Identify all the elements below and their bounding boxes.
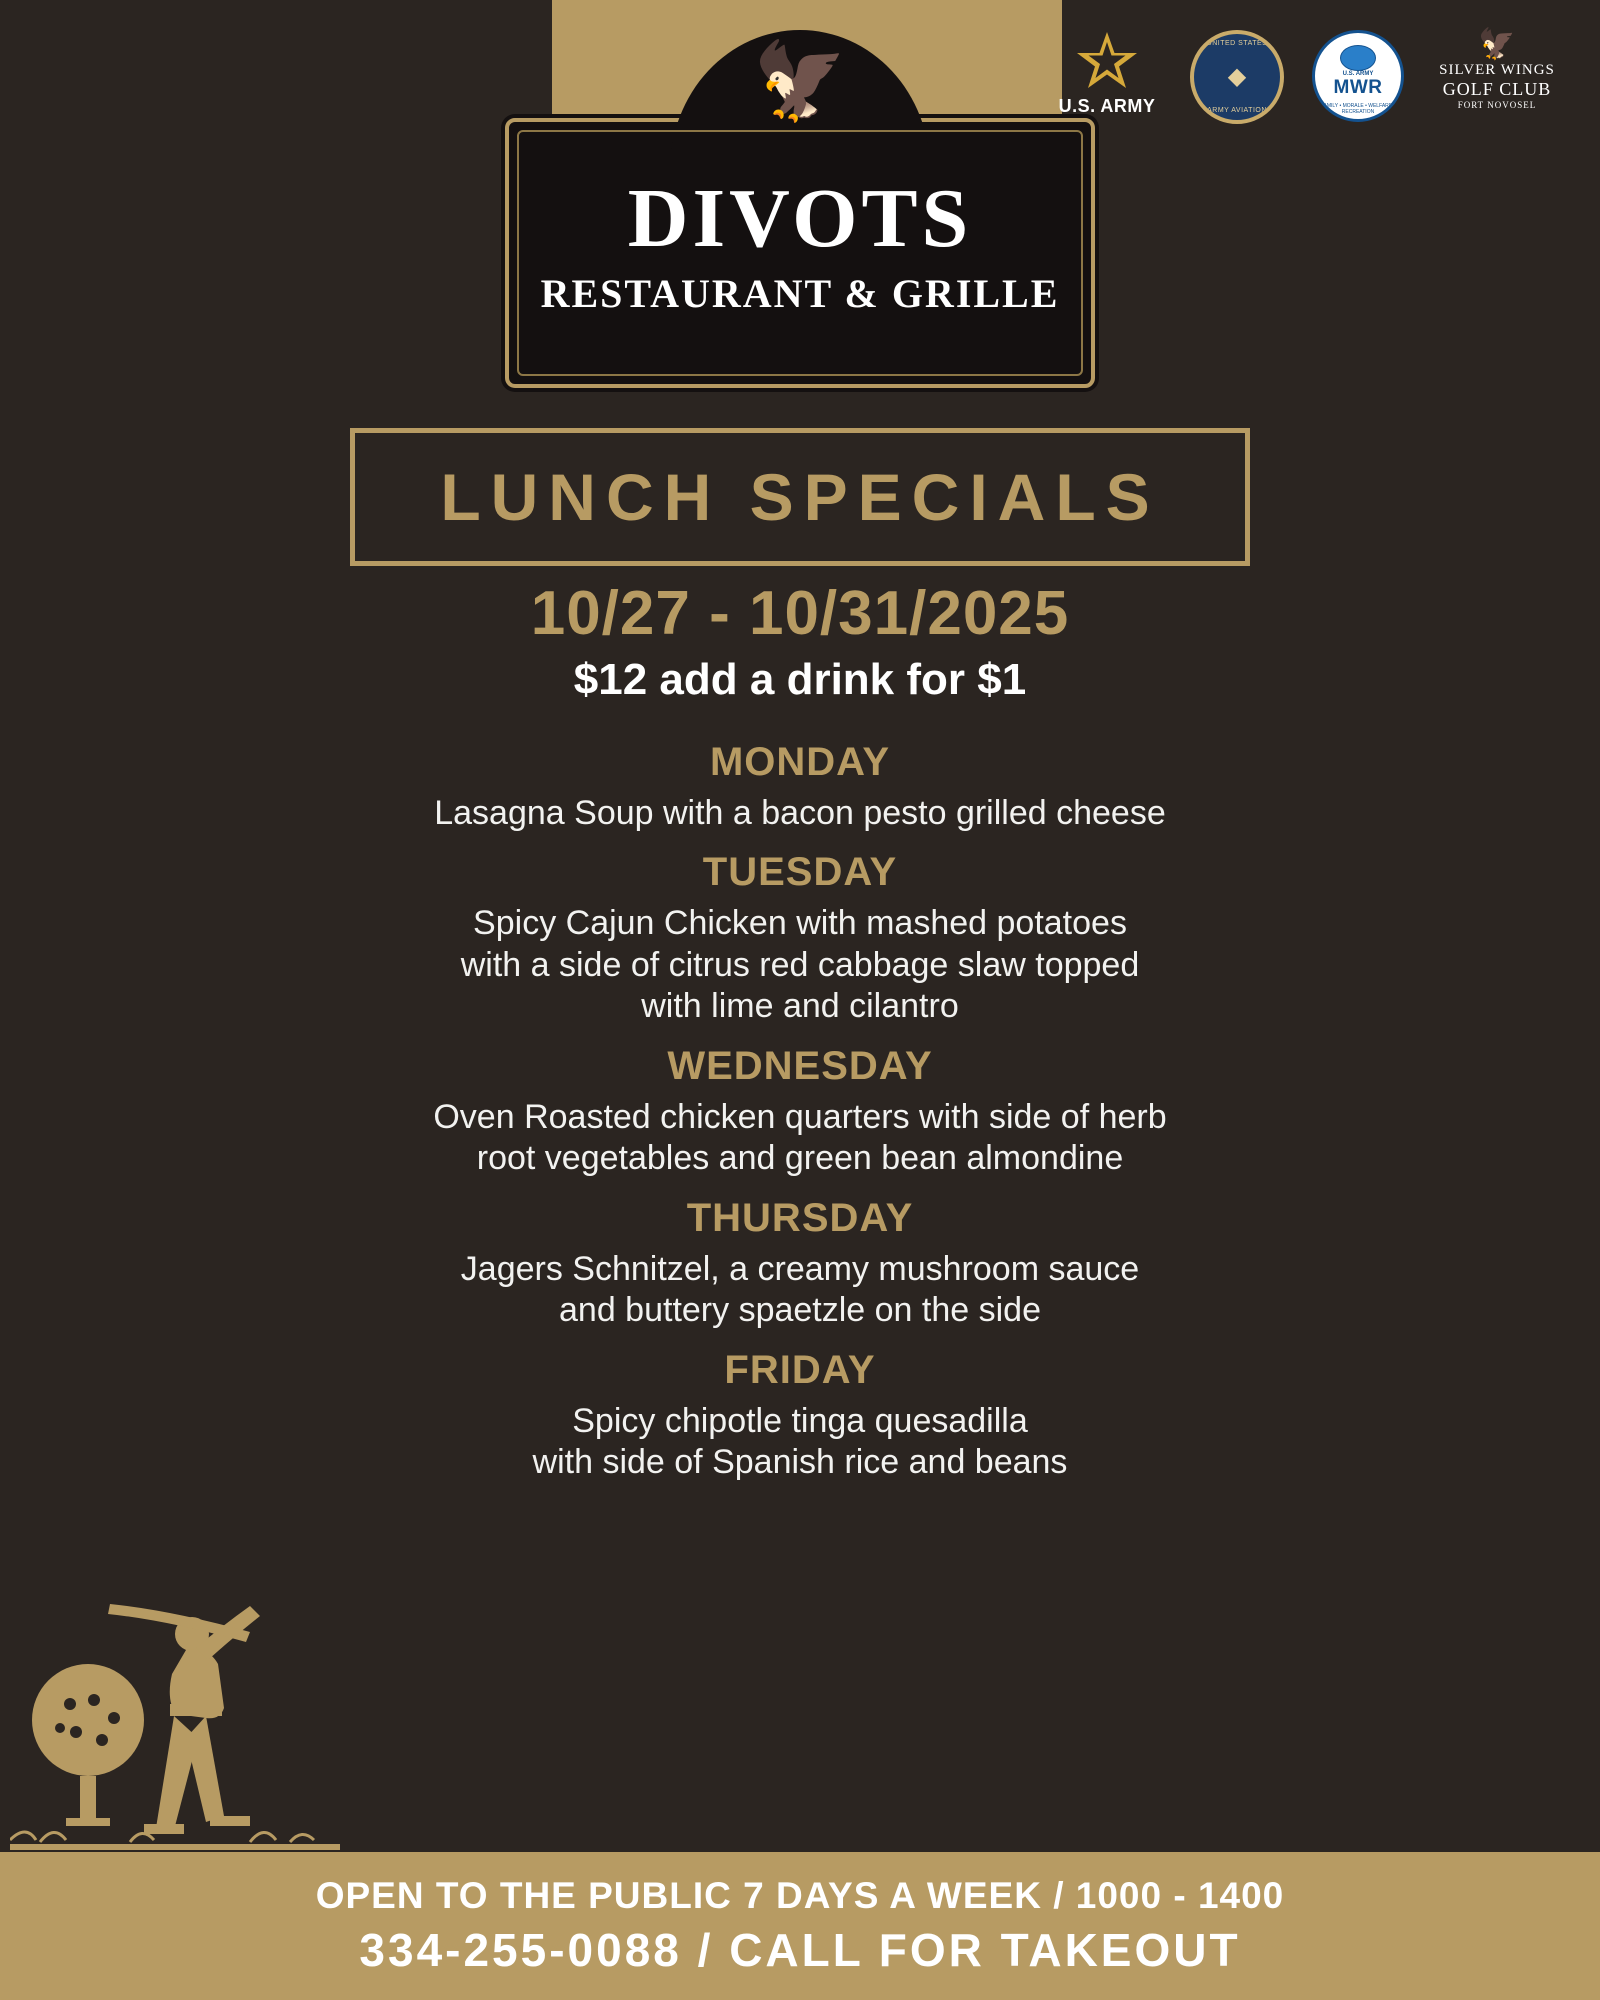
army-aviation-logo xyxy=(1190,30,1284,124)
menu-day-monday xyxy=(0,740,1600,834)
date-range: 10/27 - 10/31/2025 xyxy=(530,579,1070,648)
us-army-logo xyxy=(1052,30,1162,117)
day-description: Spicy chipotle tinga quesadilla with side of Spanish rice and beans xyxy=(532,1401,1068,1482)
footer-phone[interactable]: 334-255-0088 / CALL FOR TAKEOUT xyxy=(359,1924,1241,1976)
mwr-logo xyxy=(1312,30,1404,122)
swgc-line2: GOLF CLUB xyxy=(1442,79,1552,99)
day-description: Jagers Schnitzel, a creamy mushroom sauce and buttery spaetzle on the side xyxy=(460,1249,1140,1330)
weekly-menu xyxy=(0,740,1600,1500)
day-description: Spicy Cajun Chicken with mashed potatoes with a side of citrus red cabbage slaw topped with lime and cilantro xyxy=(460,904,1140,1026)
golfer-silhouette-icon xyxy=(10,1592,340,1852)
mwr-big-text: MWR xyxy=(1333,77,1383,98)
logo-row xyxy=(1052,30,1562,124)
aviation-wings-icon: ◆ xyxy=(1227,63,1247,90)
menu-day-thursday xyxy=(0,1196,1600,1332)
aviation-top-text: UNITED STATES xyxy=(1206,40,1268,47)
menu-day-wednesday xyxy=(0,1044,1600,1180)
lunch-specials-banner xyxy=(350,428,1250,566)
divots-logo-badge xyxy=(505,39,1095,388)
day-description: Lasagna Soup with a bacon pesto grilled cheese xyxy=(434,794,1166,832)
menu-day-tuesday xyxy=(0,850,1600,1027)
aviation-bottom-text: ARMY AVIATION xyxy=(1207,107,1267,114)
menu-day-friday xyxy=(0,1348,1600,1484)
day-label: MONDAY xyxy=(709,740,891,784)
day-description: Oven Roasted chicken quarters with side of herb root vegetables and green bean almondine xyxy=(433,1097,1167,1178)
globe-icon xyxy=(1340,45,1376,71)
footer-bar xyxy=(0,1852,1600,2000)
footer-hours: OPEN TO THE PUBLIC 7 DAYS A WEEK / 1000 - 1400 xyxy=(315,1875,1285,1916)
price-note: $12 add a drink for $1 xyxy=(573,655,1027,704)
eagle-icon: 🦅 xyxy=(1478,28,1516,61)
brand-name: DIVOTS xyxy=(627,172,973,265)
day-label: WEDNESDAY xyxy=(667,1043,933,1088)
day-label: TUESDAY xyxy=(702,850,898,895)
army-star-icon xyxy=(1076,30,1138,90)
swgc-line1: SILVER WINGS xyxy=(1439,62,1555,78)
lunch-specials-title: LUNCH SPECIALS xyxy=(440,460,1160,534)
day-label: FRIDAY xyxy=(724,1347,876,1392)
brand-tagline: RESTAURANT & GRILLE xyxy=(540,271,1060,316)
us-army-label: U.S. ARMY xyxy=(1058,96,1156,116)
mwr-ring-text: FAMILY • MORALE • WELFARE • RECREATION xyxy=(1320,103,1396,115)
swgc-line3: FORT NOVOSEL xyxy=(1457,100,1537,110)
silver-wings-golf-club-logo xyxy=(1432,30,1562,110)
eagle-icon: 🦅 xyxy=(752,39,848,124)
day-label: THURSDAY xyxy=(686,1195,914,1240)
mwr-small-text: U.S. ARMY xyxy=(1342,71,1374,77)
